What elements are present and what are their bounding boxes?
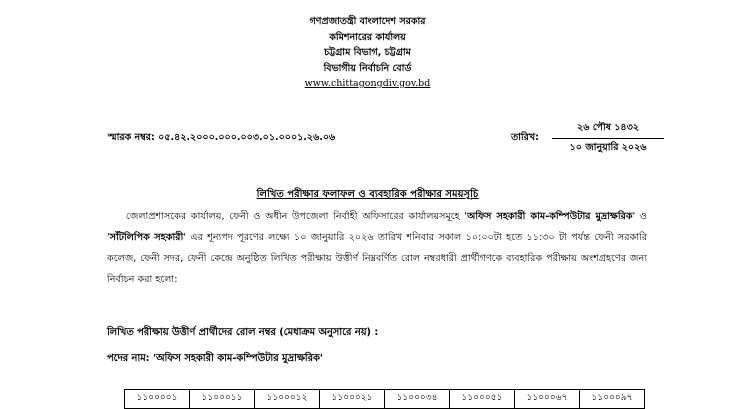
notice-heading-text: লিখিত পরীক্ষার ফলাফল ও ব্যবহারিক পরীক্ষার সময়সূচি bbox=[256, 189, 479, 200]
roll-cell: ১১০০০৫১ bbox=[450, 390, 515, 409]
notice-heading bbox=[0, 187, 735, 204]
roll-cell: ১১০০০১২ bbox=[255, 390, 320, 409]
roll-cell: ১১০০০১১ bbox=[190, 390, 255, 409]
website-link[interactable]: www.chittagongdiv.gov.bd bbox=[304, 78, 431, 89]
roll-cell: ১১০০০০১ bbox=[125, 390, 190, 409]
roll-list-subheading: লিখিত পরীক্ষায় উত্তীর্ণ প্রার্থীদের রোল নম্বর (মেধাক্রম অনুসারে নয়) : bbox=[107, 327, 379, 338]
roll-cell: ১১০০০২১ bbox=[320, 390, 385, 409]
roll-cell: ১১০০০৩৪ bbox=[385, 390, 450, 409]
post-name-label: পদের নাম: 'অফিস সহকারী কাম-কম্পিউটার মুদ্রাক্ষরিক' bbox=[107, 353, 323, 364]
roll-cell: ১১০০০৯৭ bbox=[580, 390, 645, 409]
paragraph-part3: ' এর শূন্যপদ পূরণের লক্ষ্যে ১০ জানুয়ারি ২০২৬ তারিখ শনিবার সকাল ১০:০০টা হতে ১১:৩০ টা পর্যন্ত ফেনী সরকারি কলেজ, ফেনী সদর, ফেনী কেন্দ্রে অনুষ্ঠিত লিখিত পরীক্ষায় উত্তীর্ণ নিম্নবর্ণিত রোল নম্বরধারী প্রার্থীগণকে ব্যবহারিক পরীক্ষায় অংশগ্রহণের জন্য নির্বাচন করা হলো: bbox=[107, 232, 647, 285]
table-row bbox=[125, 390, 645, 409]
post-name-2: সাঁটলিপিক সহকারী bbox=[109, 232, 184, 243]
date-bangla: ২৬ পৌষ ১৪৩২ bbox=[552, 121, 664, 139]
roll-number-table bbox=[124, 389, 645, 409]
date-gregorian: ১০ জানুয়ারি ২০২৬ bbox=[569, 142, 647, 153]
post-name-1: অফিস সহকারী কাম-কম্পিউটার মুদ্রাক্ষরিক bbox=[467, 211, 633, 222]
notice-paragraph bbox=[107, 206, 647, 290]
memo-number: স্মারক নম্বর: ০৫.৪২.২০০০.০০০.০০৩.০১.০০০১.২৬.০৬ bbox=[108, 132, 336, 143]
roll-cell: ১১০০০৬৭ bbox=[515, 390, 580, 409]
division-name: চট্টগ্রাম বিভাগ, চট্টগ্রাম bbox=[324, 47, 411, 58]
letterhead bbox=[0, 14, 735, 92]
government-name: গণপ্রজাতন্ত্রী বাংলাদেশ সরকার bbox=[309, 16, 426, 27]
office-name: কমিশনারের কার্যালয় bbox=[329, 31, 406, 43]
date-label: তারিখ: bbox=[511, 132, 539, 143]
date-block bbox=[552, 121, 664, 156]
paragraph-part2: ' ও ' bbox=[107, 211, 647, 243]
paragraph-part1: জেলাপ্রশাসকের কার্যালয়, ফেনী ও অধীন উপজেলা নির্বাহী অফিসারের কার্যালয়সমূহে ' bbox=[125, 211, 468, 222]
board-name: বিভাগীয় নির্বাচনি বোর্ড bbox=[323, 62, 412, 74]
